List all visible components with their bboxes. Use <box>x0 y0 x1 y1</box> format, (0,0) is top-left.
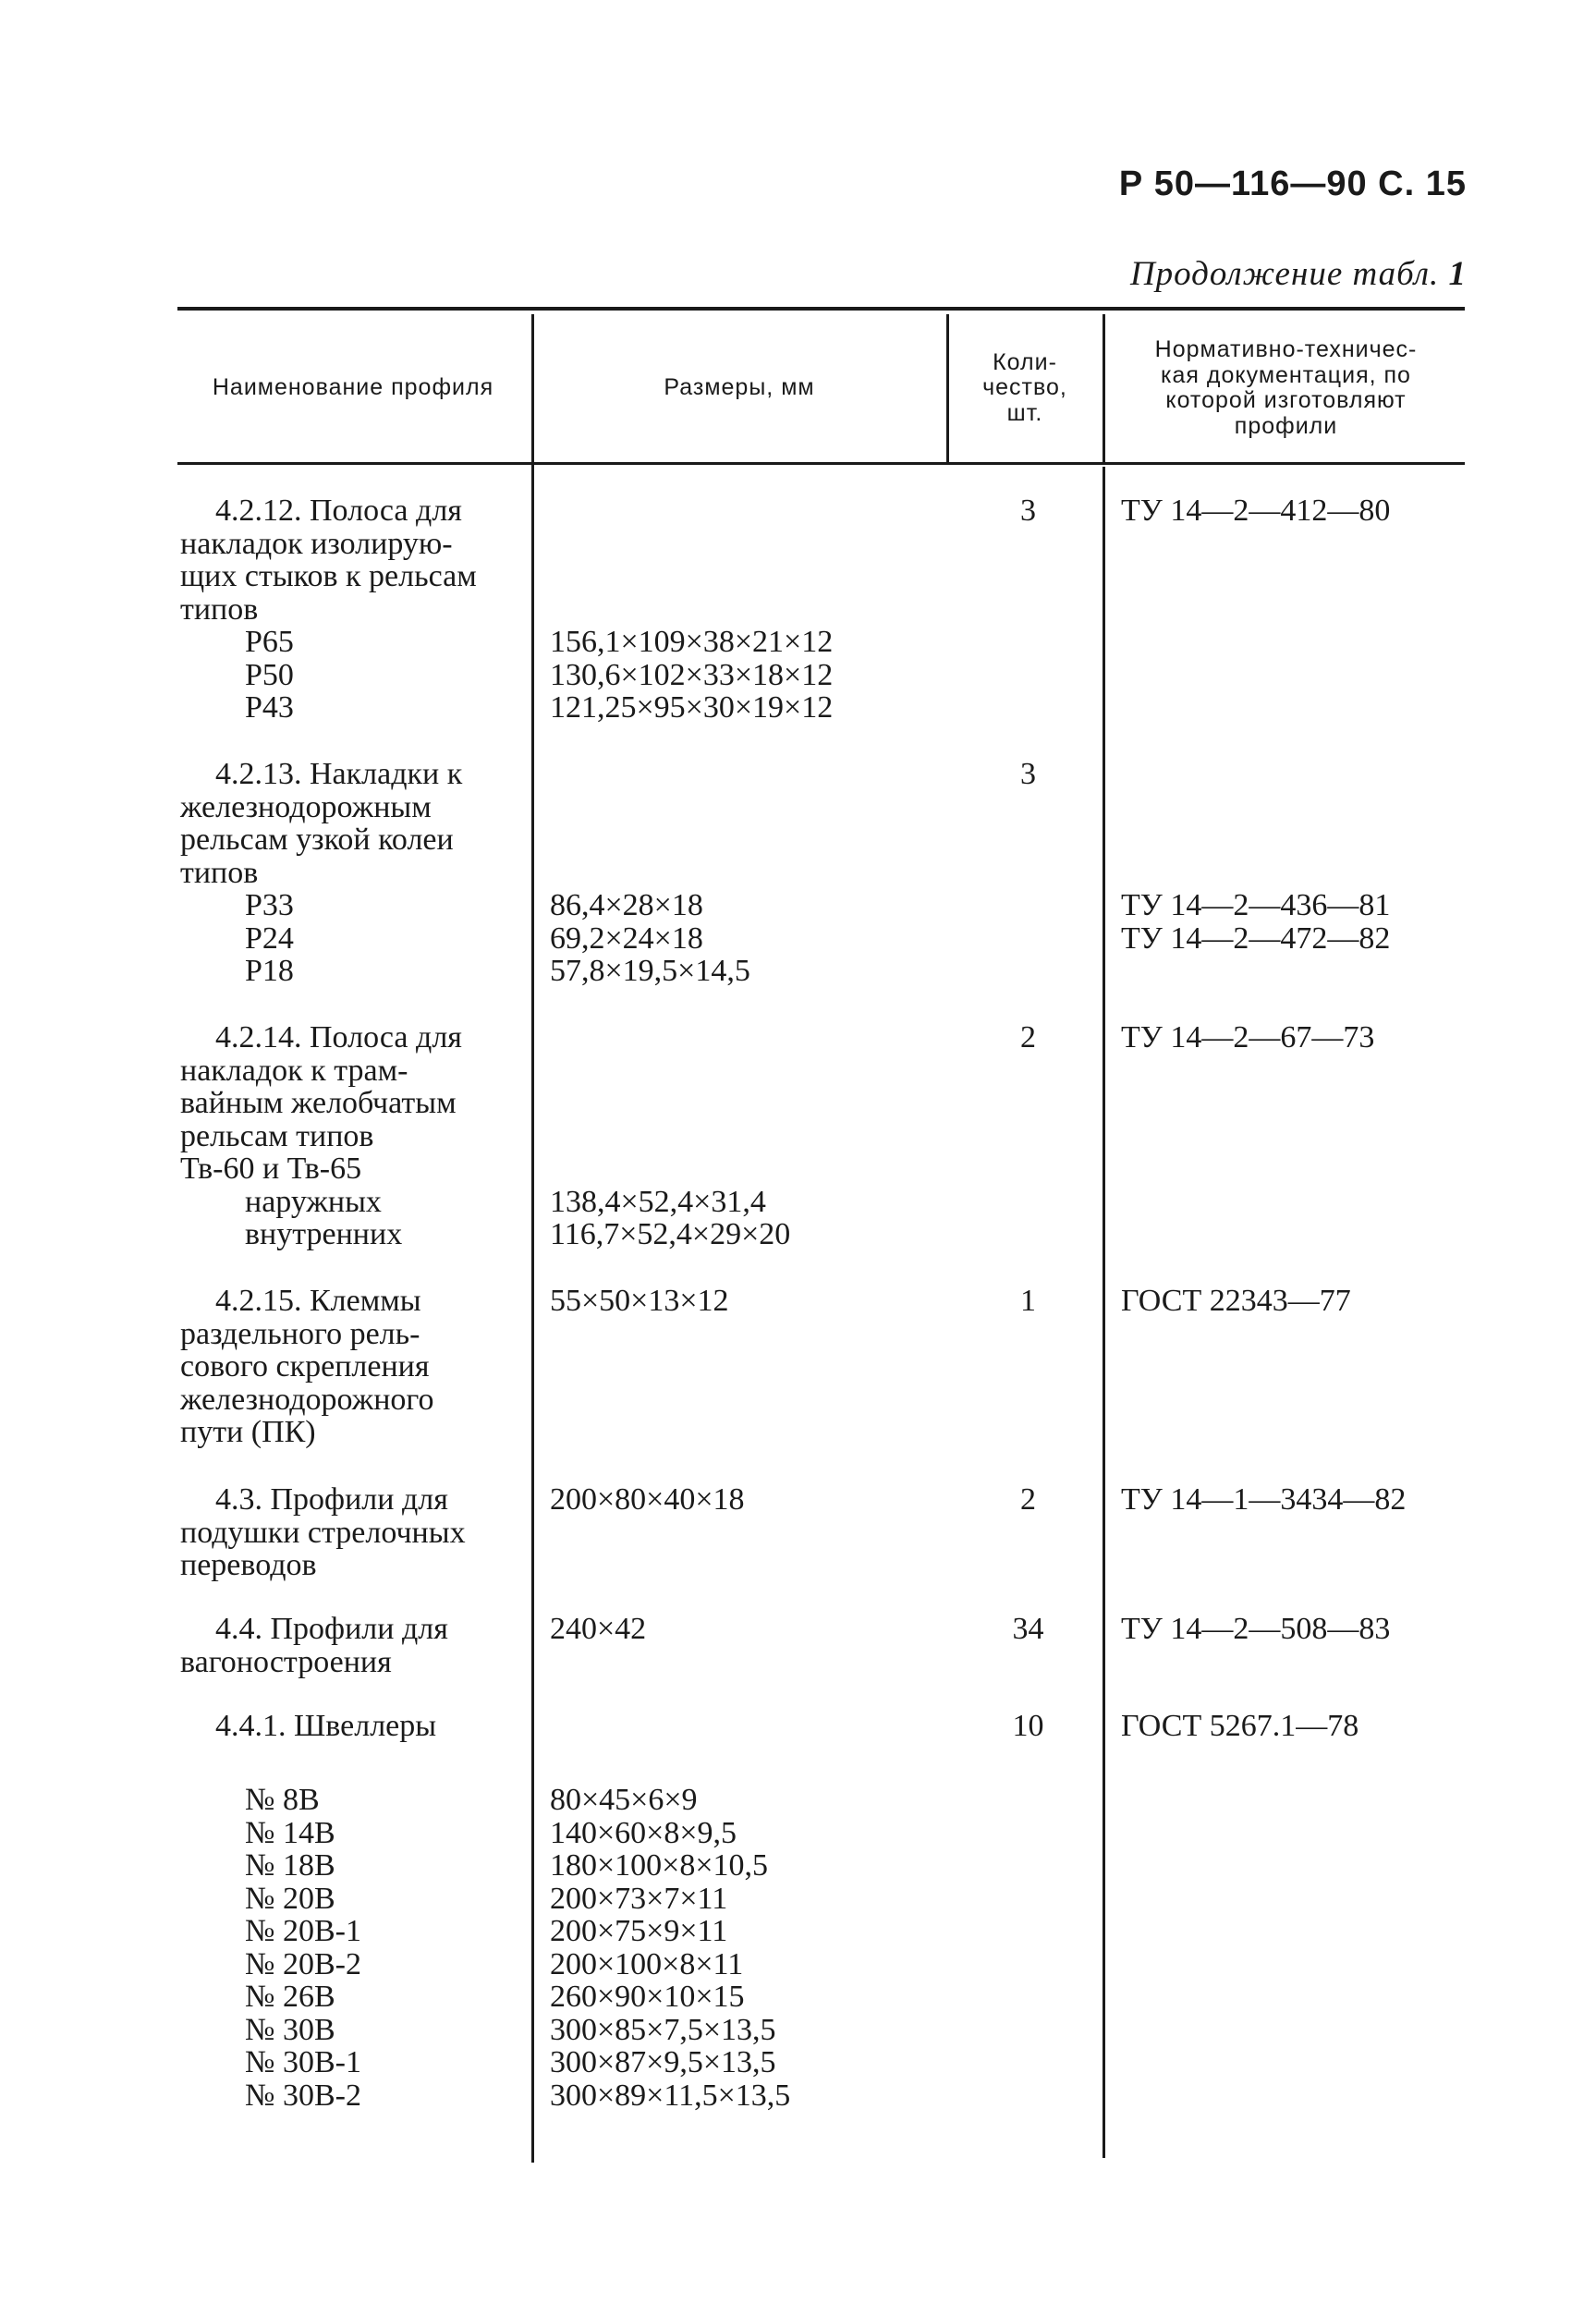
dimensions-cell-line: 200×73×7×11 <box>550 1881 728 1916</box>
document-cell-line: ТУ 14—2—67—73 <box>1121 1020 1375 1054</box>
quantity-cell <box>952 1784 1104 1817</box>
document-cell <box>1121 1784 1129 1817</box>
profile-name-cell-line: пути (ПК) <box>180 1415 316 1449</box>
profile-name-cell-line: № 30В-2 <box>245 2078 361 2113</box>
document-cell-line: ГОСТ 22343—77 <box>1121 1284 1351 1318</box>
profile-name-cell-line: подушки стрелочных <box>180 1515 466 1550</box>
page-header: Р 50—116—90 С. 15 <box>1118 165 1467 203</box>
profile-name-cell-line: Р24 <box>245 920 294 956</box>
quantity-cell-line: 2 <box>1020 1482 1036 1517</box>
profile-name-cell-line: переводов <box>180 1548 317 1582</box>
quantity-cell <box>952 758 1104 791</box>
quantity-cell <box>952 1021 1104 1054</box>
document-cell <box>1121 1710 1358 1743</box>
dimensions-cell-line: 138,4×52,4×31,4 <box>550 1184 766 1219</box>
dimensions-cell-line: 200×80×40×18 <box>550 1482 745 1517</box>
document-cell-line: ТУ 14—1—3434—82 <box>1121 1482 1407 1517</box>
dimensions-cell-line <box>550 1087 790 1120</box>
profile-name-cell-line: № 30В <box>245 2012 335 2047</box>
profile-name-cell <box>180 758 462 988</box>
profile-name-cell-line: 4.2.13. Накладки к <box>215 757 463 791</box>
profile-name-cell-line: № 14В <box>245 1815 335 1850</box>
dimensions-cell-line <box>550 1152 790 1186</box>
dimensions-cell-line: 200×75×9×11 <box>550 1914 728 1948</box>
dimensions-cell <box>550 1483 745 1517</box>
table-top-rule <box>177 307 1465 311</box>
profile-name-cell-line: № 26В <box>245 1980 335 2014</box>
caption-prefix: Продолжение табл. <box>1129 255 1440 293</box>
quantity-cell <box>952 494 1104 528</box>
profile-name-cell <box>180 1021 462 1251</box>
dimensions-cell <box>550 1285 729 1318</box>
header-doc-line: Нормативно-техничес- <box>1154 336 1418 362</box>
dimensions-cell-line: 180×100×8×10,5 <box>550 1848 769 1883</box>
quantity-cell-line: 34 <box>1012 1612 1044 1646</box>
document-cell-line: ГОСТ 5267.1—78 <box>1121 1709 1359 1743</box>
header-doc <box>1107 314 1465 462</box>
profile-name-cell-line: Р33 <box>245 888 294 922</box>
quantity-cell-line: 3 <box>1020 757 1036 791</box>
profile-name-cell-line: 4.3. Профили для <box>215 1482 448 1517</box>
dimensions-cell <box>550 1613 646 1646</box>
dimensions-cell-line <box>550 857 750 890</box>
profile-name-cell-line: № 20В-2 <box>245 1946 361 1981</box>
document-cell <box>1121 1021 1374 1054</box>
header-doc-line: которой изготовляют <box>1165 387 1407 413</box>
dimensions-cell-line <box>550 758 750 791</box>
dimensions-cell-line: 69,2×24×18 <box>550 920 703 956</box>
header-qty-line: Коли- <box>993 348 1057 375</box>
dimensions-cell-line <box>550 1120 790 1153</box>
profile-name-cell-line: Р65 <box>245 625 294 659</box>
header-qty-line: чество, <box>982 374 1067 401</box>
dimensions-cell-line <box>550 1054 790 1088</box>
dimensions-cell-line: 80×45×6×9 <box>550 1783 698 1817</box>
dimensions-cell-line: 86,4×28×18 <box>550 888 703 922</box>
document-cell-line <box>1121 857 1390 890</box>
profile-name-cell-line: железнодорожным <box>180 789 432 824</box>
profile-name-cell-line: накладок к трам- <box>180 1053 408 1088</box>
profile-name-cell-line: вайным желобчатым <box>180 1086 457 1120</box>
quantity-cell <box>952 1710 1104 1743</box>
column-divider-1 <box>531 314 534 2163</box>
profile-name-cell-line: типов <box>180 591 259 627</box>
dimensions-cell-line: 300×89×11,5×13,5 <box>550 2078 791 2113</box>
caption-number: 1 <box>1448 255 1467 293</box>
document-cell-line: ТУ 14—2—508—83 <box>1121 1612 1391 1646</box>
quantity-cell <box>952 1483 1104 1517</box>
dimensions-cell-line <box>550 791 750 824</box>
profile-name-cell-line: рельсам узкой колеи <box>180 823 454 857</box>
profile-name-cell-line: внутренних <box>245 1217 403 1251</box>
column-divider-2 <box>946 314 949 462</box>
profile-name-cell <box>180 1784 361 2112</box>
profile-name-cell-line: железнодорожного <box>180 1382 434 1417</box>
dimensions-cell-line <box>550 560 833 593</box>
profile-name-cell-line: Р18 <box>245 954 294 988</box>
quantity-cell <box>952 1285 1104 1318</box>
dimensions-cell-line: 240×42 <box>550 1612 647 1646</box>
profile-name-cell-line: накладок изолирую- <box>180 526 453 561</box>
header-qty-line: шт. <box>1006 399 1043 426</box>
profile-name-cell-line: № 30В-1 <box>245 2045 361 2079</box>
profile-name-cell <box>180 1285 434 1449</box>
profile-name-cell-line: 4.4.1. Швеллеры <box>215 1709 437 1743</box>
document-cell <box>1121 1483 1406 1517</box>
profile-name-cell <box>180 1710 436 1743</box>
profile-name-cell-line: № 18В <box>245 1848 335 1883</box>
document-cell-line: ТУ 14—2—472—82 <box>1121 920 1391 956</box>
profile-name-cell <box>180 1483 466 1582</box>
dimensions-cell-line: 121,25×95×30×19×12 <box>550 690 834 725</box>
profile-name-cell-line: вагоностроения <box>180 1644 392 1679</box>
quantity-cell-line <box>952 1784 1104 1817</box>
dimensions-cell <box>550 758 750 988</box>
table-caption <box>1130 254 1467 294</box>
header-doc-line: кая документация, по <box>1161 361 1411 388</box>
header-qty <box>950 314 1100 462</box>
profile-name-cell-line: 4.2.14. Полоса для <box>215 1020 462 1054</box>
profile-name-cell-line: раздельного рель- <box>180 1316 420 1351</box>
dimensions-cell <box>550 1784 790 2112</box>
profile-name-cell-line: № 8В <box>245 1783 320 1817</box>
profile-name-cell-line: наружных <box>245 1184 382 1219</box>
header-size: Размеры, мм <box>664 374 815 401</box>
profile-name-cell-line: типов <box>180 855 259 890</box>
document-cell <box>1121 1285 1351 1318</box>
profile-name-cell-line: № 20В-1 <box>245 1914 361 1948</box>
profile-name-cell-line: 4.4. Профили для <box>215 1612 448 1646</box>
header-name: Наименование профиля <box>212 374 494 401</box>
profile-name-cell-line: № 20В <box>245 1881 335 1916</box>
document-cell-line: ТУ 14—2—412—80 <box>1121 494 1391 528</box>
dimensions-cell-line: 300×87×9,5×13,5 <box>550 2045 776 2079</box>
profile-name-cell-line: 4.2.15. Клеммы <box>215 1284 421 1318</box>
quantity-cell-line: 10 <box>1012 1709 1044 1743</box>
dimensions-cell-line: 200×100×8×11 <box>550 1946 744 1981</box>
document-cell <box>1121 758 1390 955</box>
dimensions-cell-line <box>550 528 833 561</box>
dimensions-cell-line: 55×50×13×12 <box>550 1284 729 1318</box>
dimensions-cell-line <box>550 593 833 627</box>
document-cell <box>1121 1613 1390 1646</box>
profile-name-cell <box>180 1613 448 1678</box>
dimensions-cell-line <box>550 1710 558 1743</box>
dimensions-cell <box>550 1710 558 1743</box>
document-cell <box>1121 494 1390 528</box>
profile-name-cell-line: Тв-60 и Тв-65 <box>180 1152 362 1186</box>
document-cell-line <box>1121 823 1390 857</box>
dimensions-cell <box>550 1021 790 1251</box>
profile-name-cell-line: Р50 <box>245 657 294 692</box>
document-cell-line: ТУ 14—2—436—81 <box>1121 888 1391 922</box>
profile-name-cell <box>180 494 477 725</box>
document-cell-line <box>1121 758 1390 791</box>
dimensions-cell-line: 57,8×19,5×14,5 <box>550 954 750 988</box>
profile-name-cell-line: Р43 <box>245 690 294 725</box>
document-cell-line <box>1121 791 1390 824</box>
dimensions-cell-line <box>550 494 833 528</box>
dimensions-cell-line: 140×60×8×9,5 <box>550 1815 737 1850</box>
quantity-cell-line: 3 <box>1020 494 1036 528</box>
quantity-cell-line: 2 <box>1020 1020 1036 1054</box>
dimensions-cell-line: 300×85×7,5×13,5 <box>550 2012 776 2047</box>
profile-name-cell-line: щих стыков к рельсам <box>180 559 477 593</box>
table-header-rule <box>177 462 1465 465</box>
dimensions-cell <box>550 494 833 725</box>
profile-name-cell-line: рельсам типов <box>180 1118 374 1153</box>
dimensions-cell-line: 130,6×102×33×18×12 <box>550 657 834 692</box>
profile-name-cell-line: 4.2.12. Полоса для <box>215 494 462 528</box>
header-doc-line: профили <box>1234 412 1338 439</box>
dimensions-cell-line: 260×90×10×15 <box>550 1980 745 2014</box>
quantity-cell <box>952 1613 1104 1646</box>
column-divider-3 <box>1103 314 1105 462</box>
profile-name-cell-line: сового скрепления <box>180 1349 430 1384</box>
document-cell-line <box>1121 1784 1129 1817</box>
dimensions-cell-line <box>550 1021 790 1054</box>
dimensions-cell-line: 156,1×109×38×21×12 <box>550 625 834 659</box>
dimensions-cell-line <box>550 823 750 857</box>
quantity-cell-line: 1 <box>1020 1284 1036 1318</box>
dimensions-cell-line: 116,7×52,4×29×20 <box>550 1217 791 1251</box>
